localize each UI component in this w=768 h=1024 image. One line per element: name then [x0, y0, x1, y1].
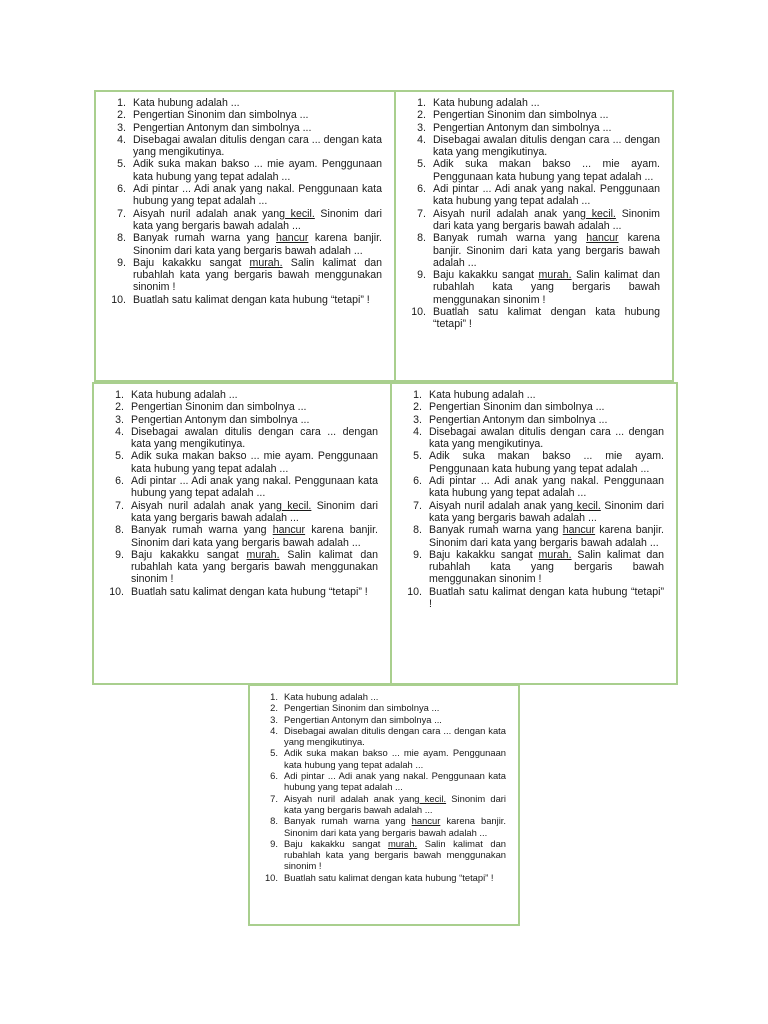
- question-item: [258, 725, 510, 748]
- question-number: 6.: [117, 183, 126, 196]
- question-card-2: [394, 90, 674, 382]
- question-text: [429, 426, 668, 451]
- question-number: 8.: [115, 524, 124, 537]
- question-item: [102, 450, 382, 475]
- question-item: [400, 586, 668, 611]
- question-item: [102, 524, 382, 549]
- question-number: 1.: [115, 389, 124, 401]
- question-text: [131, 450, 382, 475]
- question-text: [284, 691, 510, 702]
- question-text: [133, 183, 386, 208]
- question-text: [131, 414, 382, 426]
- question-text: [133, 97, 386, 109]
- question-item: [104, 232, 386, 257]
- question-number: 6.: [115, 475, 124, 488]
- question-text: [133, 158, 386, 183]
- question-text-part: Aisyah nuril adalah anak yang: [131, 499, 282, 512]
- question-number: 6.: [270, 770, 278, 782]
- question-text: [429, 401, 668, 413]
- question-item: [404, 306, 664, 331]
- question-number: 5.: [413, 450, 422, 463]
- question-number: 10.: [109, 585, 124, 598]
- question-text-part: Disebagai awalan ditulis dengan cara ... dengan kata yang mengikutinya.: [284, 724, 506, 748]
- question-text-part: Pengertian Antonym dan simbolnya ...: [429, 413, 608, 426]
- question-number: 5.: [115, 450, 124, 463]
- question-text-part: karena banjir. Sinonim dari kata yang bergaris bawah adalah ...: [131, 524, 378, 549]
- question-item: [104, 294, 386, 306]
- question-text-part: Salin kalimat dan rubahlah kata yang bergaris bawah menggunakan sinonim !: [429, 548, 664, 586]
- question-text-part: Disebagai awalan ditulis dengan cara ... dengan kata yang mengikutinya.: [131, 425, 378, 451]
- question-text: [284, 714, 510, 725]
- question-text-part: Buatlah satu kalimat dengan kata hubung “tetapi” !: [284, 871, 494, 883]
- question-text: [433, 109, 664, 121]
- question-text-part: Baju kakakku sangat: [131, 548, 247, 561]
- question-item: [104, 134, 386, 159]
- question-item: [400, 500, 668, 525]
- question-item: [404, 134, 664, 159]
- question-number: 9.: [115, 548, 124, 561]
- question-text: [433, 122, 664, 134]
- question-text: [133, 208, 386, 233]
- question-text: [429, 389, 668, 401]
- question-text-part: karena banjir. Sinonim dari kata yang bergaris bawah adalah ...: [433, 232, 660, 269]
- question-number: 10.: [407, 585, 422, 598]
- question-text-part: Kata hubung adalah ...: [284, 691, 379, 702]
- question-item: [258, 691, 510, 702]
- question-item: [102, 549, 382, 586]
- question-text-part: Aisyah nuril adalah anak yang: [429, 499, 574, 512]
- underlined-word: kecil.: [573, 499, 601, 512]
- question-number: 8.: [117, 232, 126, 245]
- question-text: [131, 500, 382, 525]
- question-number: 4.: [115, 425, 124, 438]
- question-number: 9.: [417, 269, 426, 282]
- question-text-part: Kata hubung adalah ...: [429, 389, 536, 401]
- question-item: [102, 586, 382, 598]
- question-text-part: Baju kakakku sangat: [433, 269, 539, 282]
- question-item: [258, 872, 510, 883]
- question-text-part: Aisyah nuril adalah anak yang: [284, 792, 420, 804]
- question-item: [258, 714, 510, 725]
- question-number: 7.: [115, 499, 124, 512]
- question-number: 4.: [270, 724, 278, 736]
- question-text-part: Adi pintar ... Adi anak yang nakal. Penggunaan kata hubung yang tepat adalah ...: [429, 475, 664, 500]
- question-text: [131, 586, 382, 598]
- question-number: 2.: [117, 109, 126, 122]
- question-item: [102, 389, 382, 401]
- question-text: [284, 702, 510, 713]
- question-item: [258, 747, 510, 770]
- question-text-part: Salin kalimat dan rubahlah kata yang bergaris bawah menggunakan sinonim !: [133, 256, 382, 294]
- question-number: 1.: [117, 97, 126, 109]
- question-text: [433, 232, 664, 269]
- question-text-part: Buatlah satu kalimat dengan kata hubung “tetapi” !: [131, 585, 368, 598]
- question-item: [104, 183, 386, 208]
- question-item: [400, 426, 668, 451]
- question-item: [102, 426, 382, 451]
- underlined-word: murah.: [538, 548, 572, 561]
- question-number: 4.: [417, 133, 426, 146]
- question-text: [131, 401, 382, 413]
- question-text-part: Pengertian Sinonim dan simbolnya ...: [133, 109, 309, 122]
- question-item: [404, 183, 664, 208]
- question-number: 2.: [115, 401, 124, 414]
- question-text-part: Buatlah satu kalimat dengan kata hubung “tetapi” !: [433, 306, 660, 331]
- question-text: [133, 294, 386, 306]
- question-number: 7.: [270, 792, 278, 804]
- question-text-part: Pengertian Sinonim dan simbolnya ...: [284, 702, 440, 714]
- question-text-part: Disebagai awalan ditulis dengan cara ... dengan kata yang mengikutinya.: [133, 133, 382, 159]
- question-text-part: Salin kalimat dan rubahlah kata yang bergaris bawah menggunakan sinonim !: [284, 837, 506, 872]
- question-number: 5.: [417, 158, 426, 171]
- question-text-part: Banyak rumah warna yang: [284, 815, 412, 827]
- question-item: [400, 389, 668, 401]
- question-text: [429, 414, 668, 426]
- question-text: [133, 109, 386, 121]
- question-item: [404, 208, 664, 233]
- question-number: 4.: [413, 425, 422, 438]
- question-list: [104, 97, 386, 306]
- question-text-part: Pengertian Antonym dan simbolnya ...: [433, 121, 612, 134]
- question-text-part: Banyak rumah warna yang: [433, 232, 587, 245]
- question-text-part: Adi pintar ... Adi anak yang nakal. Penggunaan kata hubung yang tepat adalah ...: [133, 183, 382, 208]
- question-text-part: Pengertian Sinonim dan simbolnya ...: [429, 401, 605, 414]
- question-item: [102, 475, 382, 500]
- question-text-part: Adik suka makan bakso ... mie ayam. Penggunaan kata hubung yang tepat adalah ...: [131, 450, 378, 475]
- question-text: [284, 747, 510, 770]
- underlined-word: murah.: [249, 256, 283, 269]
- question-number: 8.: [417, 232, 426, 245]
- question-text-part: karena banjir. Sinonim dari kata yang bergaris bawah adalah ...: [284, 815, 506, 838]
- question-number: 2.: [270, 702, 278, 714]
- question-text: [429, 500, 668, 525]
- question-item: [400, 549, 668, 586]
- question-number: 8.: [270, 815, 278, 827]
- question-text: [433, 183, 664, 208]
- question-text: [284, 793, 510, 816]
- question-text: [433, 269, 664, 306]
- question-number: 7.: [413, 499, 422, 512]
- question-text: [133, 122, 386, 134]
- underlined-word: hancur: [562, 524, 596, 537]
- question-text-part: Sinonim dari kata yang bergaris bawah adalah ...: [284, 792, 506, 815]
- underlined-word: murah.: [538, 269, 572, 282]
- question-item: [104, 122, 386, 134]
- question-text: [429, 450, 668, 475]
- question-item: [258, 702, 510, 713]
- question-text: [429, 549, 668, 586]
- question-text-part: Banyak rumah warna yang: [429, 524, 563, 537]
- question-number: 9.: [413, 548, 422, 561]
- question-text: [131, 426, 382, 451]
- question-text-part: Salin kalimat dan rubahlah kata yang bergaris bawah menggunakan sinonim !: [433, 269, 660, 306]
- question-text: [433, 158, 664, 183]
- question-number: 9.: [270, 837, 278, 849]
- question-item: [102, 401, 382, 413]
- question-number: 3.: [117, 121, 126, 134]
- question-number: 8.: [413, 524, 422, 537]
- question-number: 3.: [270, 713, 278, 725]
- question-text: [131, 524, 382, 549]
- question-text-part: Disebagai awalan ditulis dengan cara ... dengan kata yang mengikutinya.: [429, 425, 664, 451]
- question-text-part: Banyak rumah warna yang: [131, 524, 273, 537]
- question-text: [284, 838, 510, 872]
- underlined-word: murah.: [387, 837, 418, 849]
- question-text: [131, 389, 382, 401]
- question-text: [284, 770, 510, 793]
- question-text: [133, 257, 386, 294]
- question-item: [404, 122, 664, 134]
- question-item: [258, 838, 510, 872]
- underlined-word: kecil.: [281, 499, 312, 512]
- question-list: [102, 389, 382, 598]
- question-item: [258, 815, 510, 838]
- question-text: [284, 725, 510, 748]
- question-text-part: karena banjir. Sinonim dari kata yang bergaris bawah adalah ...: [429, 524, 664, 549]
- question-text-part: Adi pintar ... Adi anak yang nakal. Penggunaan kata hubung yang tepat adalah ...: [433, 183, 660, 208]
- underlined-word: hancur: [272, 524, 306, 537]
- question-number: 10.: [411, 306, 426, 319]
- question-text: [433, 306, 664, 331]
- question-number: 1.: [413, 389, 422, 401]
- question-text: [433, 134, 664, 159]
- question-text-part: Sinonim dari kata yang bergaris bawah adalah ...: [433, 207, 660, 232]
- question-number: 6.: [413, 475, 422, 488]
- question-item: [104, 208, 386, 233]
- question-text-part: Salin kalimat dan rubahlah kata yang bergaris bawah menggunakan sinonim !: [131, 548, 378, 586]
- question-item: [258, 793, 510, 816]
- question-number: 9.: [117, 256, 126, 269]
- question-number: 7.: [117, 207, 126, 220]
- question-number: 4.: [117, 133, 126, 146]
- question-list: [258, 691, 510, 883]
- question-number: 2.: [417, 109, 426, 122]
- question-item: [102, 414, 382, 426]
- question-item: [400, 414, 668, 426]
- question-text-part: Adik suka makan bakso ... mie ayam. Penggunaan kata hubung yang tepat adalah ...: [133, 158, 382, 183]
- question-text-part: Baju kakakku sangat: [429, 548, 539, 561]
- question-number: 6.: [417, 183, 426, 196]
- question-text-part: Kata hubung adalah ...: [433, 97, 540, 109]
- question-text-part: Baju kakakku sangat: [284, 837, 388, 849]
- question-item: [404, 97, 664, 109]
- question-number: 7.: [417, 207, 426, 220]
- question-card-5: [248, 684, 520, 926]
- question-text-part: Disebagai awalan ditulis dengan cara ... dengan kata yang mengikutinya.: [433, 133, 660, 159]
- question-item: [104, 109, 386, 121]
- underlined-word: hancur: [411, 815, 441, 827]
- question-item: [102, 500, 382, 525]
- question-number: 10.: [264, 871, 278, 883]
- question-text-part: Pengertian Sinonim dan simbolnya ...: [131, 401, 307, 414]
- question-text-part: Adik suka makan bakso ... mie ayam. Penggunaan kata hubung yang tepat adalah ...: [433, 158, 660, 183]
- question-item: [404, 269, 664, 306]
- question-text: [131, 549, 382, 586]
- question-text-part: Pengertian Sinonim dan simbolnya ...: [433, 109, 609, 122]
- question-text: [284, 872, 510, 883]
- question-text-part: Adi pintar ... Adi anak yang nakal. Penggunaan kata hubung yang tepat adalah ...: [131, 475, 378, 500]
- question-text-part: Banyak rumah warna yang: [133, 232, 277, 245]
- question-text-part: Adik suka makan bakso ... mie ayam. Penggunaan kata hubung yang tepat adalah ...: [429, 450, 664, 475]
- question-number: 3.: [413, 413, 422, 426]
- question-text-part: Sinonim dari kata yang bergaris bawah adalah ...: [131, 499, 378, 524]
- question-text-part: Pengertian Antonym dan simbolnya ...: [284, 713, 442, 725]
- question-number: 1.: [270, 691, 278, 702]
- question-number: 3.: [417, 121, 426, 134]
- question-number: 3.: [115, 413, 124, 426]
- question-text: [433, 208, 664, 233]
- question-text: [433, 97, 664, 109]
- question-item: [400, 475, 668, 500]
- question-item: [404, 109, 664, 121]
- question-text-part: Buatlah satu kalimat dengan kata hubung “tetapi” !: [133, 293, 370, 306]
- question-item: [404, 232, 664, 269]
- underlined-word: kecil.: [285, 207, 315, 220]
- question-card-1: [94, 90, 396, 382]
- question-number: 1.: [417, 97, 426, 109]
- question-text-part: Aisyah nuril adalah anak yang: [133, 207, 286, 220]
- question-text-part: Baju kakakku sangat: [133, 256, 250, 269]
- question-text-part: Sinonim dari kata yang bergaris bawah adalah ...: [429, 499, 664, 524]
- question-item: [258, 770, 510, 793]
- question-text: [429, 524, 668, 549]
- question-item: [400, 450, 668, 475]
- question-text: [133, 134, 386, 159]
- question-number: 10.: [111, 293, 126, 306]
- question-text: [429, 586, 668, 611]
- underlined-word: kecil.: [419, 792, 447, 804]
- question-text: [133, 232, 386, 257]
- question-item: [104, 158, 386, 183]
- question-text-part: karena banjir. Sinonim dari kata yang bergaris bawah adalah ...: [133, 232, 382, 257]
- question-item: [400, 524, 668, 549]
- underlined-word: kecil.: [585, 207, 616, 220]
- question-number: 5.: [117, 158, 126, 171]
- question-text-part: Pengertian Antonym dan simbolnya ...: [131, 413, 310, 426]
- question-text-part: Aisyah nuril adalah anak yang: [433, 207, 586, 220]
- question-list: [404, 97, 664, 331]
- underlined-word: hancur: [276, 232, 309, 245]
- question-text-part: Buatlah satu kalimat dengan kata hubung “tetapi” !: [429, 585, 664, 611]
- question-text-part: Adi pintar ... Adi anak yang nakal. Penggunaan kata hubung yang tepat adalah ...: [284, 770, 506, 793]
- question-card-3: [92, 382, 392, 685]
- underlined-word: hancur: [586, 232, 619, 245]
- question-number: 5.: [270, 747, 278, 759]
- question-number: 2.: [413, 401, 422, 414]
- question-card-4: [390, 382, 678, 685]
- question-text-part: Kata hubung adalah ...: [131, 389, 238, 401]
- question-list: [400, 389, 668, 610]
- question-text-part: Pengertian Antonym dan simbolnya ...: [133, 121, 312, 134]
- question-item: [104, 257, 386, 294]
- question-text-part: Adik suka makan bakso ... mie ayam. Penggunaan kata hubung yang tepat adalah ...: [284, 747, 506, 770]
- underlined-word: murah.: [246, 548, 280, 561]
- question-text-part: Kata hubung adalah ...: [133, 97, 240, 109]
- question-text-part: Sinonim dari kata yang bergaris bawah adalah ...: [133, 207, 382, 232]
- question-text: [429, 475, 668, 500]
- question-text: [131, 475, 382, 500]
- question-item: [404, 158, 664, 183]
- question-text: [284, 815, 510, 838]
- question-item: [104, 97, 386, 109]
- question-item: [400, 401, 668, 413]
